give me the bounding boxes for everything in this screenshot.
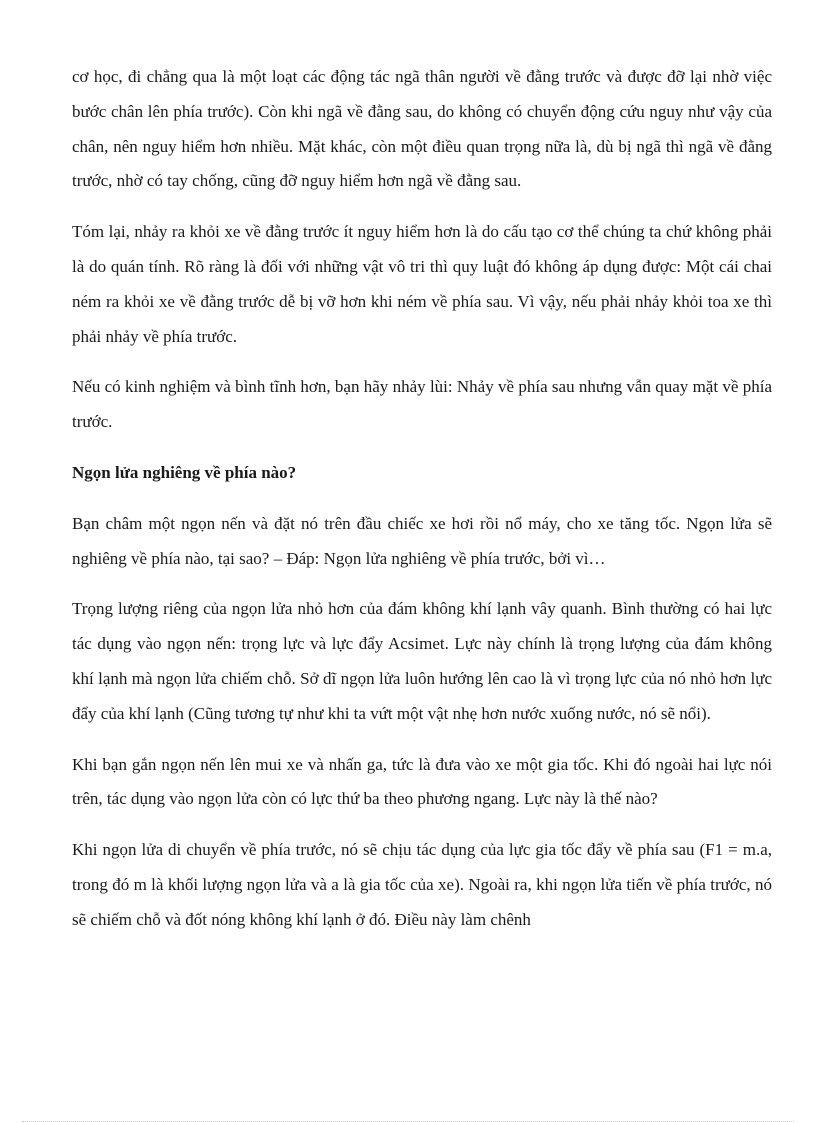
- paragraph-falling-forward: cơ học, đi chẳng qua là một loạt các động tác ngã thân người về đằng trước và được đỡ lại nhờ việc bước chân lên phía trước). Còn khi ngã về đằng sau, do không có chuyển động cứu nguy như vậy của chân, nên nguy hiểm hơn nhiều. Mặt khác, còn một điều quan trọng nữa là, dù bị ngã thì ngã về đằng trước, nhờ có tay chống, cũng đỡ nguy hiểm hơn ngã về đằng sau.: [72, 67, 772, 191]
- paragraph-summary: Tóm lại, nhảy ra khỏi xe về đằng trước ít nguy hiểm hơn là do cấu tạo cơ thể chúng ta chứ không phải là do quán tính. Rõ ràng là đối với những vật vô tri thì quy luật đó không áp dụng được: Một cái chai ném ra khỏi xe về đằng trước dễ bị vỡ hơn khi ném về phía sau. Vì vậy, nếu phải nhảy khỏi toa xe thì phải nhảy về phía trước.: [72, 222, 772, 346]
- document-page: [72, 60, 772, 938]
- paragraph-buoyancy: Trọng lượng riêng của ngọn lửa nhỏ hơn của đám không khí lạnh vây quanh. Bình thường có hai lực tác dụng vào ngọn nến: trọng lực và lực đẩy Acsimet. Lực này chính là trọng lượng của đám không khí lạnh mà ngọn lửa chiếm chỗ. Sở dĩ ngọn lửa luôn hướng lên cao là vì trọng lực của nó nhỏ hơn lực đẩy của khí lạnh (Cũng tương tự như khi ta vứt một vật nhẹ hơn nước xuống nước, nó sẽ nổi).: [72, 599, 772, 723]
- page-bottom-divider: [22, 1121, 794, 1122]
- paragraph-acceleration: Khi bạn gắn ngọn nến lên mui xe và nhấn ga, tức là đưa vào xe một gia tốc. Khi đó ngoài hai lực nói trên, tác dụng vào ngọn lửa còn có lực thứ ba theo phương ngang. Lực này là thế nào?: [72, 754, 772, 809]
- paragraph-question: Bạn châm một ngọn nến và đặt nó trên đầu chiếc xe hơi rồi nổ máy, cho xe tăng tốc. Ngọn lửa sẽ nghiêng về phía nào, tại sao? – Đáp: Ngọn lửa nghiêng về phía trước, bởi vì…: [72, 513, 772, 568]
- paragraph-jump-backward-advice: Nếu có kinh nghiệm và bình tĩnh hơn, bạn hãy nhảy lùi: Nhảy về phía sau nhưng vẫn quay mặt về phía trước.: [72, 377, 772, 432]
- paragraph-forces: Khi ngọn lửa di chuyển về phía trước, nó sẽ chịu tác dụng của lực gia tốc đẩy về phía sau (F1 = m.a, trong đó m là khối lượng ngọn lửa và a là gia tốc của xe). Ngoài ra, khi ngọn lửa tiến về phía trước, nó sẽ chiếm chỗ và đốt nóng không khí lạnh ở đó. Điều này làm chênh: [72, 840, 772, 929]
- section-heading: Ngọn lửa nghiêng về phía nào?: [72, 462, 297, 482]
